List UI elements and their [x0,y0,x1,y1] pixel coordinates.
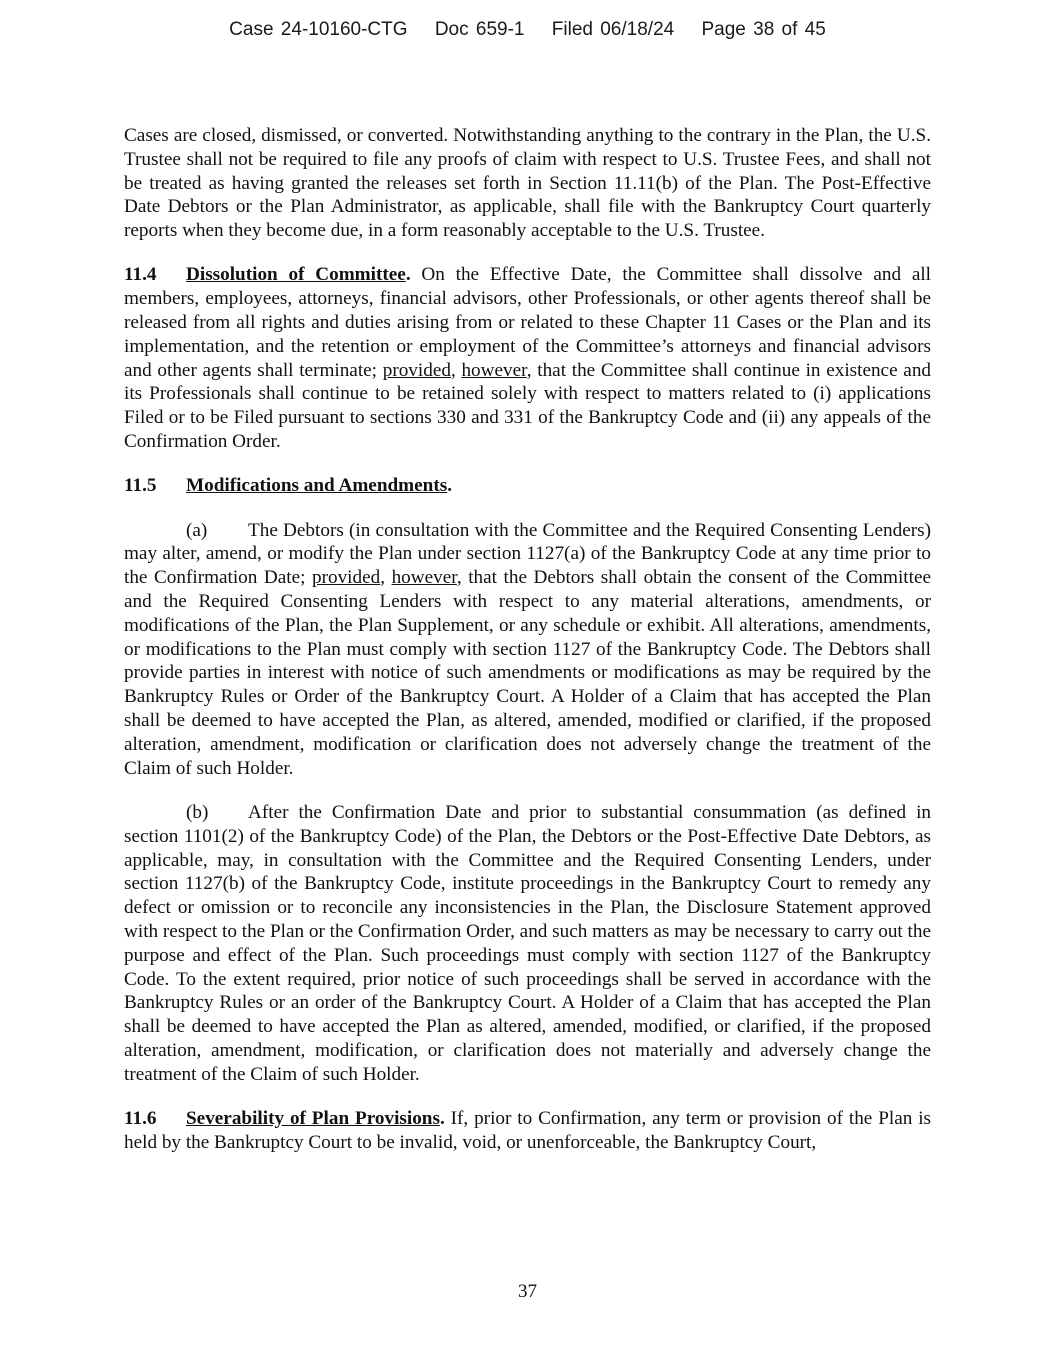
provided-term: provided [312,567,381,589]
section-heading: Severability of Plan Provisions [186,1107,440,1129]
subsection-text: The Debtors (in consultation with the Committee and the Required Consenting Lenders) may alter, amend, or modify the Plan under section 1127(a) of the Bankruptcy Code at any time prior to the Confirmation Date; [124,519,931,589]
section-11-4: 11.4 Dissolution of Committee. On the Effective Date, the Committee shall dissolve and all members, employees, attorneys, financial advisors, other Professionals, or other agents thereof shall be released from all rights and duties arising from or related to these Chapter 11 Cases or the Plan and its implementation, and the retention or employment of the Committee’s attorneys and financial advisors and other agents shall terminate; provided, however, that the Committee shall continue in existence and its Professionals shall continue to be retained solely with respect to matters related to (i) applications Filed or to be Filed pursuant to sections 330 and 331 of the Bankruptcy Code and (ii) any appeals of the Confirmation Order. [124,264,932,453]
however-term: however [391,567,457,589]
document-body [124,124,931,1175]
page-of-total: Page 38 of 45 [701,19,826,40]
subsection-b [124,801,931,1087]
section-number: 11.4 [124,264,157,286]
court-filing-header [0,19,1055,41]
case-number: Case 24-10160-CTG [229,19,408,40]
subsection-text-cont: , that the Debtors shall obtain the consent of the Committee and the Required Consenting Lenders with respect to any material alterations, amendments, or modifications of the Plan, the Plan Supplement, or any schedule or exhibit. All alterations, amendments, or modifications to the Plan must comply with section 1127 of the Bankruptcy Code. The Debtors shall provide parties in interest with notice of such amendments or modifications as may be required by the Bankruptcy Rules or Order of the Bankruptcy Court. A Holder of a Claim that has accepted the Plan shall be deemed to have accepted the Plan, as altered, amended, modified or clarified, if the proposed alteration, amendment, modification or clarification does not adversely change the treatment of the Claim of such Holder. [124,567,931,779]
subsection-label: (b) [186,801,209,823]
provided-term: provided [382,359,451,381]
section-11-5-heading: 11.5 Modifications and Amendments. [124,475,452,497]
subsection-a: (a) The Debtors (in consultation with the Committee and the Required Consenting Lenders) may alter, amend, or modify the Plan under section 1127(a) of the Bankruptcy Code at any time prior to the Confirmation Date; provided, however, that the Debtors shall obtain the consent of the Committee and the Required Consenting Lenders with respect to any material alterations, amendments, or modifications of the Plan, the Plan Supplement, or any schedule or exhibit. All alterations, amendments, or modifications to the Plan must comply with section 1127 of the Bankruptcy Code. The Debtors shall provide parties in interest with notice of such amendments or modifications as may be required by the Bankruptcy Rules or Order of the Bankruptcy Court. A Holder of a Claim that has accepted the Plan shall be deemed to have accepted the Plan, as altered, amended, modified or clarified, if the proposed alteration, amendment, modification or clarification does not adversely change the treatment of the Claim of such Holder. [124,519,931,779]
section-heading: Dissolution of Committee [186,264,406,286]
section-heading: Modifications and Amendments [186,475,448,497]
subsection-text: After the Confirmation Date and prior to substantial consummation (as defined in section 1101(2) of the Bankruptcy Code) of the Plan, the Debtors or the Post-Effective Date Debtors, as applicable, may, in consultation with the Committee and the Required Consenting Lenders, under section 1127(b) of the Bankruptcy Code, institute proceedings in the Bankruptcy Court to remedy any defect or omission or to reconcile any inconsistencies in the Plan, the Disclosure Statement approved with respect to the Plan or the Confirmation Order, and such matters as may be necessary to carry out the purpose and effect of the Plan. Such proceedings must comply with section 1127 of the Bankruptcy Code. To the extent required, prior notice of such proceedings shall be served in accordance with the Bankruptcy Rules or an order of the Bankruptcy Court. A Holder of a Claim that has accepted the Plan shall be deemed to have accepted the Plan as altered, amended, modified, or clarified, if the proposed alteration, amendment, modification, or clarification does not materially and adversely change the treatment of the Claim of such Holder. [124,801,931,1085]
section-11-6: 11.6 Severability of Plan Provisions. If, prior to Confirmation, any term or provision of the Plan is held by the Bankruptcy Court to be invalid, void, or unenforceable, the Bankruptcy Court, [124,1107,932,1153]
section-text: If, prior to Confirmation, any term or provision of the Plan is held by the Bankruptcy Court to be invalid, void, or unenforceable, the Bankruptcy Court, [124,1107,932,1153]
doc-number: Doc 659-1 [434,19,525,40]
section-number: 11.5 [124,475,157,497]
subsection-label: (a) [186,519,208,541]
however-term: however [461,359,527,381]
section-text-cont: , that the Committee shall continue in existence and its Professionals shall continue to be retained solely with respect to matters related to (i) applications Filed or to be Filed pursuant to sections 330 and 331 of the Bankruptcy Code and (ii) any appeals of the Confirmation Order. [124,359,932,453]
section-text: On the Effective Date, the Committee shall dissolve and all members, employees, attorneys, financial advisors, other Professionals, or other agents thereof shall be released from all rights and duties arising from or related to these Chapter 11 Cases or the Plan and its implementation, and the retention or employment of the Committee’s attorneys and financial advisors and other agents shall terminate; [124,264,931,381]
continued-paragraph: Cases are closed, dismissed, or converted. Notwithstanding anything to the contrary in the Plan, the U.S. Trustee shall not be required to file any proofs of claim with respect to U.S. Trustee Fees, and shall not be treated as having granted the releases set forth in Section 11.11(b) of the Plan. The Post-Effective Date Debtors or the Plan Administrator, as applicable, shall file with the Bankruptcy Court quarterly reports when they become due, in a form reasonably acceptable to the U.S. Trustee. [124,125,931,242]
filed-date: Filed 06/18/24 [551,19,675,40]
page-number: 37 [518,1281,537,1302]
section-number: 11.6 [124,1107,157,1129]
